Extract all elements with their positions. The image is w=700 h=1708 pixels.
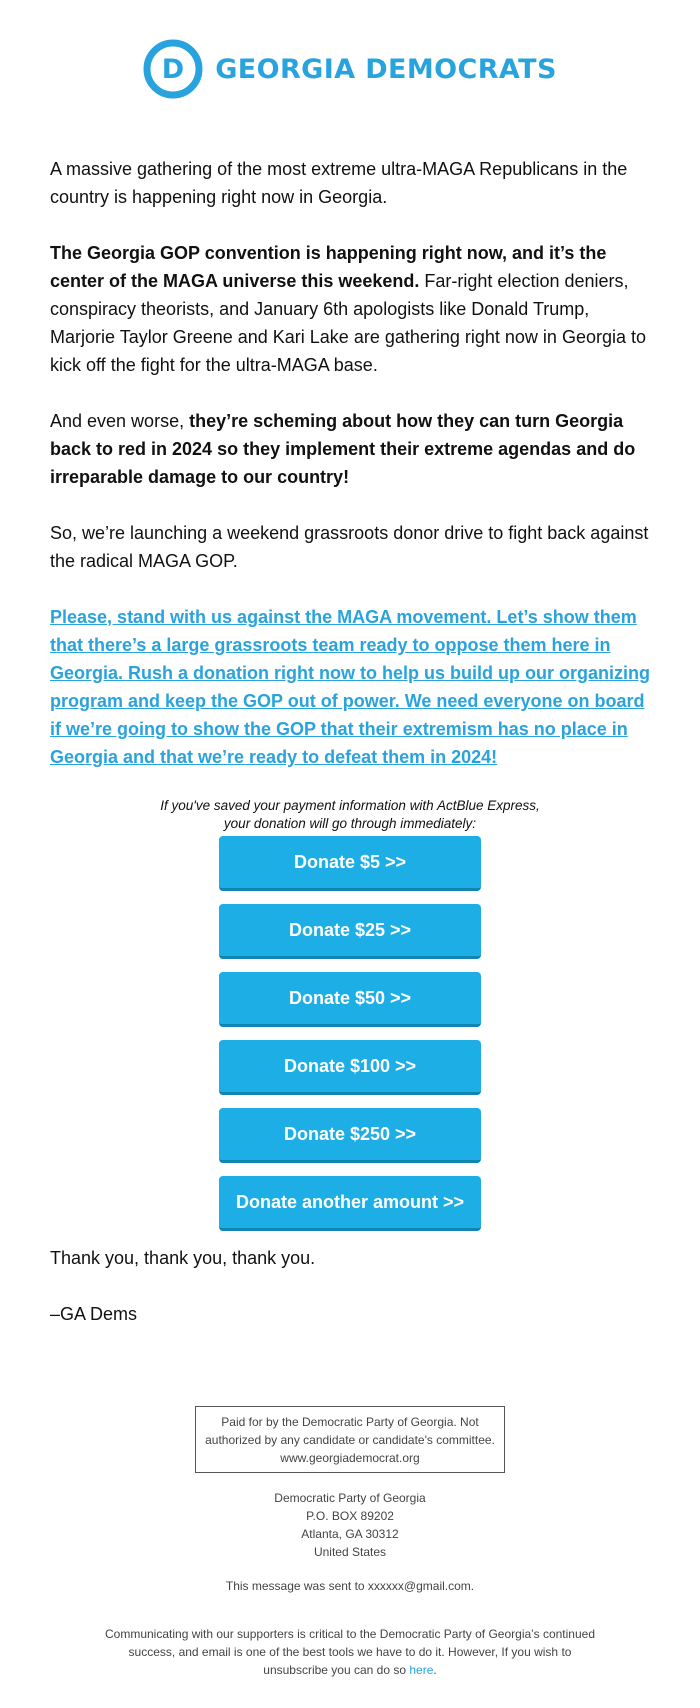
signoff (0, 1244, 700, 1328)
cta-donation-link[interactable]: Please, stand with us against the MAGA movement. Let’s show them that there’s a large grassroots team ready to oppose them here in Georgia. Rush a donation right now to help us build up our organizing program and keep the GOP out of power. We need everyone on board if we’re going to show the GOP that their extremism has no place in Georgia and that we’re ready to defeat them in 2024! (50, 607, 650, 767)
svg-text:D: D (161, 54, 185, 85)
unsubscribe-link[interactable]: here (409, 1663, 434, 1677)
convention-bold-text: The Georgia GOP convention is happening right now, and it’s the center of the MAGA universe this weekend. (50, 243, 607, 291)
paid-for-disclaimer: Paid for by the Democratic Party of Georgia. Not authorized by any candidate or candidate's committee. www.georgiademocrat.org (195, 1406, 505, 1473)
scheming-bold-text: they’re scheming about how they can turn Georgia back to red in 2024 so they implement their extreme agendas and do irreparable damage to our country! (50, 411, 636, 487)
thanks-text: Thank you, thank you, thank you. (50, 1248, 316, 1268)
actblue-express-note (0, 797, 700, 833)
email-footer (0, 1406, 700, 1679)
address-line: Democratic Party of Georgia (274, 1491, 426, 1505)
mailing-address (0, 1489, 700, 1561)
unsubscribe-notice (100, 1625, 600, 1679)
donate-other-amount-button[interactable]: Donate another amount >> (219, 1176, 481, 1231)
donate-buttons (219, 836, 481, 1231)
donor-drive-paragraph: So, we’re launching a weekend grassroots donor drive to fight back against the radical MAGA GOP. (50, 523, 649, 571)
convention-paragraph (50, 239, 652, 379)
intro-paragraph: A massive gathering of the most extreme ultra-MAGA Republicans in the country is happening right now in Georgia. (50, 159, 628, 207)
georgia-democrats-logo[interactable] (143, 39, 557, 99)
signature: –GA Dems (50, 1304, 138, 1324)
email-header (0, 0, 700, 135)
donate-100-button[interactable]: Donate $100 >> (219, 1040, 481, 1095)
democrats-d-icon (143, 39, 203, 99)
donate-5-button[interactable]: Donate $5 >> (219, 836, 481, 891)
sent-to-notice: This message was sent to xxxxxx@gmail.com. (225, 1579, 475, 1593)
convention-text: Far-right election deniers, conspiracy theorists, and January 6th apologists like Donald Trump, Marjorie Taylor Greene and Kari Lake are gathering right now in Georgia to kick off the fight for the ultra-MAGA base. (50, 271, 646, 375)
note-line-1: If you've saved your payment information with ActBlue Express, (160, 798, 540, 813)
address-line: P.O. BOX 89202 (306, 1509, 394, 1523)
scheming-lead-text: And even worse, (50, 411, 190, 431)
note-line-2: your donation will go through immediately: (223, 816, 477, 831)
donate-250-button[interactable]: Donate $250 >> (219, 1108, 481, 1163)
donate-25-button[interactable]: Donate $25 >> (219, 904, 481, 959)
unsubscribe-text: Communicating with our supporters is critical to the Democratic Party of Georgia’s continued success, and email is one of the best tools we have to do it. However, If you wish to unsubscribe you can do so (105, 1627, 595, 1677)
scheming-paragraph (50, 407, 652, 491)
address-line: United States (313, 1545, 387, 1559)
unsubscribe-end: . (433, 1663, 437, 1677)
logo-wordmark: GEORGIA DEMOCRATS (215, 53, 557, 85)
address-line: Atlanta, GA 30312 (301, 1527, 399, 1541)
email-body (0, 155, 700, 771)
donate-50-button[interactable]: Donate $50 >> (219, 972, 481, 1027)
cta-paragraph (50, 603, 652, 771)
